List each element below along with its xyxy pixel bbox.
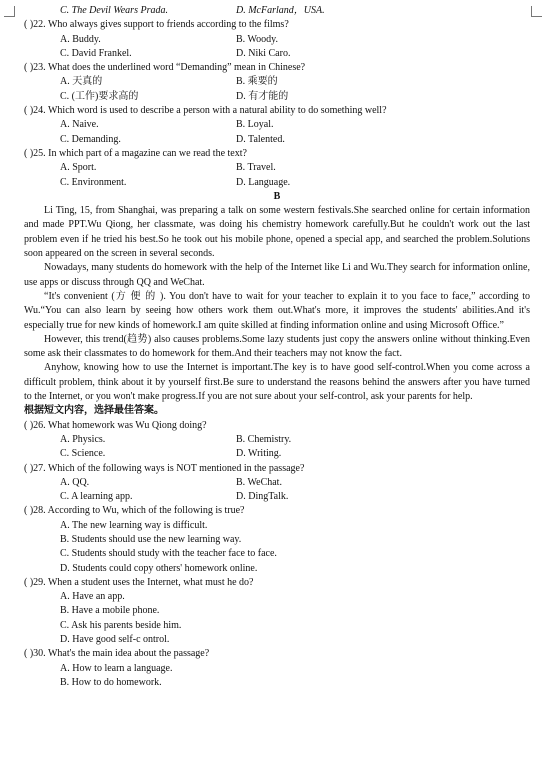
option-d: D. Niki Caro.: [236, 47, 291, 59]
options-row: [24, 47, 530, 61]
options-row: [24, 90, 530, 104]
question-30: ( )30. What's the main idea about the passage?: [24, 648, 210, 660]
option-c: C. David Frankel.: [60, 47, 132, 59]
passage-paragraph-3: “It's convenient (方 便 的 ). You don't have to wait for your teacher to explain it to you face to face,” according to Wu.“You can also learn by seeing how others work them out.What's more, it improves the students' abilities.And it's especially true for new kinds of homework.I am quite skilled at finding information online and using Microsoft Office.”: [24, 290, 530, 331]
option-c: C. Environment.: [60, 176, 127, 188]
option-c: C. Demanding.: [60, 133, 121, 145]
option-c: C. Students should study with the teacher face to face.: [60, 548, 277, 560]
option-c: C. Science.: [60, 448, 106, 460]
passage-paragraph-5: Anyhow, knowing how to use the Internet is important.The key is to have good self-control.When you come across a difficult problem, think about it by yourself first.Be sure to understand the reasons behind the answers after you have turned to the Internet, or you won't make progress.If you are not sure about your self-control, ask your parents for help.: [24, 362, 530, 403]
options-row: [24, 533, 530, 547]
passage-paragraph-4: However, this trend(趋势) also causes problems.Some lazy students just copy the answers online without thinking.Even some ask their classmates to do homework for them.And their teachers may not know the fact.: [24, 333, 530, 360]
option-a: A. Buddy.: [60, 33, 101, 45]
option-b: B. WeChat.: [236, 476, 282, 488]
question-23: ( )23. What does the underlined word “Demanding” mean in Chinese?: [24, 62, 306, 74]
option-d: D. Language.: [236, 176, 291, 188]
options-row: [24, 547, 530, 561]
option-c: C. Ask his parents beside him.: [60, 619, 182, 631]
options-row: [24, 476, 530, 490]
option-b: B. Have a mobile phone.: [60, 605, 160, 617]
options-row: [24, 4, 530, 18]
option-b: B. Students should use the new learning way.: [60, 533, 242, 545]
options-row: [24, 118, 530, 132]
option-a: A. The new learning way is difficult.: [60, 519, 208, 531]
options-row: [24, 662, 530, 676]
option-b: B. Chemistry.: [236, 433, 292, 445]
option-a: A. Have an app.: [60, 591, 125, 603]
options-row: [24, 33, 530, 47]
options-row: [24, 447, 530, 461]
options-row: [24, 75, 530, 89]
page-corner-mark-right: [531, 6, 542, 17]
question-28: ( )28. According to Wu, which of the following is true?: [24, 505, 245, 517]
option-c: C. (工作)要求高的: [60, 90, 139, 102]
option-a: A. Sport.: [60, 162, 97, 174]
option-a: A. How to learn a language.: [60, 662, 173, 674]
options-row: [24, 176, 530, 190]
option-d: D. Have good self-c ontrol.: [60, 634, 170, 646]
page-corner-mark-left: [4, 6, 15, 17]
document-page: [24, 4, 530, 690]
options-row: [24, 590, 530, 604]
options-row: [24, 562, 530, 576]
options-row: [24, 433, 530, 447]
option-b: B. Travel.: [236, 162, 276, 174]
option-d: D. Writing.: [236, 448, 282, 460]
option-d: D. McFarland，USA.: [236, 5, 325, 16]
question-26: ( )26. What homework was Wu Qiong doing?: [24, 419, 207, 431]
option-a: A. Physics.: [60, 433, 106, 445]
option-b: B. How to do homework.: [60, 676, 162, 688]
options-row: [24, 676, 530, 690]
question-24: ( )24. Which word is used to describe a person with a natural ability to do something well?: [24, 105, 387, 117]
instruction: 根据短文内容，选择最佳答案。: [24, 405, 164, 417]
option-b: B. Woody.: [236, 33, 278, 45]
question-29: ( )29. When a student uses the Internet, what must he do?: [24, 576, 254, 588]
option-a: A. 天真的: [60, 76, 103, 88]
options-row: [24, 633, 530, 647]
question-22: ( )22. Who always gives support to friends according to the films?: [24, 19, 289, 31]
section-heading: B: [273, 190, 281, 202]
option-d: D. 有才能的: [236, 90, 289, 102]
question-27: ( )27. Which of the following ways is NOT mentioned in the passage?: [24, 462, 305, 474]
options-row: [24, 619, 530, 633]
option-d: D. Talented.: [236, 133, 285, 145]
options-row: [24, 133, 530, 147]
option-b: B. 乘要的: [236, 76, 278, 88]
options-row: [24, 161, 530, 175]
options-row: [24, 604, 530, 618]
passage-paragraph-1: Li Ting, 15, from Shanghai, was preparing a talk on some western festivals.She searched online for certain information and made PPT.Wu Qiong, her classmate, was doing his chemistry homework carefully.But he couldn't work out the last problem even if he tried his best.So he took out his mobile phone, opened a special app, and searched the problem.Solutions soon appeared on the screen in several seconds.: [24, 205, 530, 260]
option-d: D. Students could copy others' homework online.: [60, 562, 258, 574]
option-c: C. A learning app.: [60, 491, 133, 503]
option-c: C. The Devil Wears Prada.: [60, 5, 168, 16]
passage-paragraph-2: Nowadays, many students do homework with the help of the Internet like Li and Wu.They search for information online, use apps or discuss through QQ and WeChat.: [24, 262, 530, 288]
option-d: D. DingTalk.: [236, 491, 289, 503]
options-row: [24, 490, 530, 504]
question-25: ( )25. In which part of a magazine can we read the text?: [24, 147, 247, 159]
option-a: A. Naive.: [60, 119, 99, 131]
option-a: A. QQ.: [60, 476, 90, 488]
option-b: B. Loyal.: [236, 119, 274, 131]
options-row: [24, 519, 530, 533]
